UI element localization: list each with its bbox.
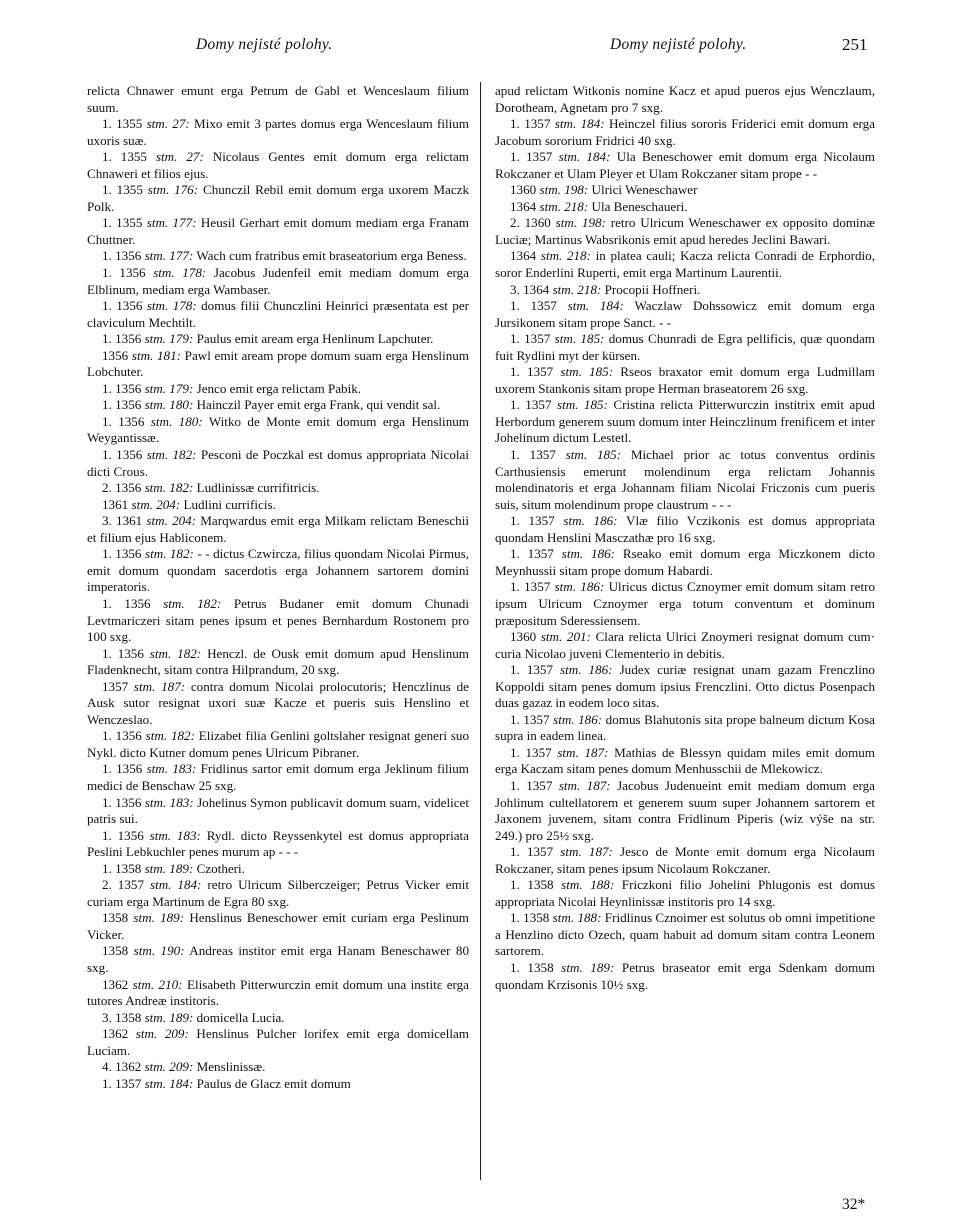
entry-reference: 1. 1357 stm. 187: [510,744,609,760]
entry-reference: 1. 1356 stm. 182: [102,728,195,744]
entry-paragraph [87,331,469,348]
entry-text: Ula Beneschaueri. [591,198,688,214]
entry-text: domus Blahutonis sita prope balneum dictum Kosa supra in eadem linea. [495,711,875,744]
entry-text: Paulus de Glacz emit domum [196,1075,351,1091]
entry-text: - - dictus Czwircza, filius quondam Nicolai Pirmus, emit domum quondam sacerdotis erga Johannem sartorem domini imperatoris. [87,546,470,595]
entry-text: Henslinus Beneschower emit curiam erga Peslinum Vicker. [87,910,469,942]
entry-paragraph [495,960,875,993]
entry-paragraph [495,629,875,662]
entry-paragraph [87,149,469,182]
entry-reference: 1360 stm. 198: [510,182,589,198]
entry-paragraph [495,844,875,877]
entry-text: Hainczil Payer emit erga Frank, qui vendit sal. [196,397,441,413]
running-header-right: Domy nejisté polohy. [610,36,747,53]
entry-reference: 1. 1356 stm. 183: [102,827,201,843]
entry-paragraph [495,83,875,116]
entry-paragraph [87,182,469,215]
entry-text: Chunczil Rebil emit domum erga uxorem Maczk Polk. [87,182,470,214]
entry-text: Henczl. de Ousk emit domum apud Henslinum Fladenknecht, sitam contra Hilprandum, 20 sxg. [87,645,469,678]
entry-text: Jacobus Judenueint emit mediam domum erga Johlinum cultellatorem et generem suum super Johannem sartorem et Jaxonem juvenem, sitam contra Fridlinum Piperis (wiz výše na str. 249.) pro 25½ sxg. [495,777,875,843]
entry-paragraph [87,596,469,646]
entry-paragraph [495,778,875,844]
entry-reference: 1357 stm. 187: [102,678,186,694]
entry-text: Czotheri. [196,860,245,876]
entry-text: Andreas institor emit erga Hanam Beneschawer 80 sxg. [87,943,469,975]
entry-paragraph [495,116,875,149]
entry-reference: 1356 stm. 181: [102,347,181,363]
entry-reference: 1. 1355 stm. 176: [102,182,199,198]
entry-paragraph [87,248,469,265]
entry-paragraph [495,546,875,579]
entry-text: Mathias de Blessyn quidam miles emit domum erga Kaczam sitam penes domum Menhusschii de Mlekowicz. [495,744,875,777]
entry-reference: 1. 1357 stm. 186: [510,662,613,678]
entry-text: Judex curiæ resignat unam gazam Frenczlino Koppoldi sitam penes domum ipsius Frenczlini. Otto dictus Posenpach duas gazaz in eodem loco sitas. [495,662,875,711]
entry-reference: 1. 1356 stm. 182: [102,546,194,562]
entry-paragraph [495,282,875,299]
entry-reference: 1. 1357 stm. 184: [510,149,611,165]
entry-text: Rseos braxator emit domum erga Ludmillam uxorem Stankonis sitam prope Herman braseatorem 26 sxg. [495,364,875,396]
entry-paragraph [87,977,469,1010]
entry-paragraph [495,877,875,910]
entry-paragraph [87,861,469,878]
entry-text: Vlæ filio Vczikonis est domus appropriata quondam Henslini Masczathæ pro 16 sxg. [495,513,875,545]
entry-text: Procopii Hoffneri. [604,281,701,297]
entry-paragraph [87,397,469,414]
entry-text: domus Chunradi de Egra pellificis, quæ quondam fuit Rydlini myt der kürsen. [495,331,875,363]
entry-text: Johelinus Symon publicavit domum suam, videlicet patris sui. [87,794,469,827]
entry-paragraph [495,712,875,745]
entry-paragraph [87,795,469,828]
entry-paragraph [87,298,469,331]
entry-text: Heinczel filius sororis Friderici emit domum erga Jacobum sororium Fridrici 40 sxg. [495,116,875,148]
entry-paragraph [87,414,469,447]
entry-paragraph [87,646,469,679]
entry-text: Petrus braseator emit erga Sdenkam domum quondam Krzisonis 10½ sxg. [495,959,875,992]
entry-reference: 2. 1360 stm. 198: [510,215,606,231]
entry-text: Mixo emit 3 partes domus erga Wenceslaum filium uxoris suæ. [87,116,469,148]
entry-text: Fridlinus sartor emit domum erga Jeklinum filium medici de Benschaw 25 sxg. [87,761,469,793]
entry-reference: 1. 1356 stm. 179: [102,380,194,396]
entry-text: Pawl emit aream prope domum suam erga Henslinum Lobchuter. [87,347,469,380]
entry-paragraph [495,215,875,248]
entry-reference: 1364 stm. 218: [510,248,591,264]
entry-text: Witko de Monte emit domum erga Henslinum Weygantissæ. [87,413,469,446]
entry-text: Michael prior ac totus conventus ordinis Carthusiensis emerunt molendinum erga relictam Johannis molendinatoris et erga Johannam filiam Nicolai Friczonis cum pueris suis, situm molendinum prope claustrum - - - [495,447,875,512]
entry-reference: 1362 stm. 209: [102,1026,189,1042]
entry-reference: 1. 1357 stm. 184: [510,298,624,314]
entry-reference: 1. 1357 stm. 186: [510,513,618,529]
entry-reference: 1. 1357 stm. 186: [510,711,603,727]
entry-text: Nicolaus Gentes emit domum erga relictam Chnaweri et filios ejus. [87,149,469,181]
entry-paragraph [87,1059,469,1076]
entry-paragraph [495,364,875,397]
entry-paragraph [495,331,875,364]
left-text-column [87,83,469,1092]
entry-reference: 1358 stm. 190: [102,943,185,959]
entry-paragraph [495,662,875,712]
entry-reference: 1. 1356 stm. 178: [102,265,207,281]
entry-reference: 1. 1358 stm. 188: [510,877,615,893]
entry-paragraph [495,910,875,960]
entry-reference: 1. 1356 stm. 178: [102,298,197,314]
entry-reference: 1. 1357 stm. 184: [102,1075,194,1091]
entry-paragraph [87,83,469,116]
right-text-column [495,83,875,993]
entry-text: Paulus emit aream erga Henlinum Lapchuter. [196,331,434,347]
entry-paragraph [495,182,875,199]
entry-reference: 1. 1356 stm. 180: [102,397,194,413]
entry-text: domicella Lucia. [196,1009,285,1025]
entry-reference: 1. 1357 stm. 185: [510,331,605,347]
entry-paragraph [495,149,875,182]
entry-paragraph [87,381,469,398]
entry-paragraph [87,513,469,546]
entry-text: Ludlini currificis. [183,496,276,512]
entry-paragraph [87,1010,469,1027]
entry-paragraph [495,199,875,216]
entry-reference: 1. 1356 stm. 182: [102,595,222,611]
entry-reference: 1. 1357 stm. 186: [510,579,605,595]
entry-reference: 1364 stm. 218: [510,198,589,214]
entry-paragraph [87,447,469,480]
entry-text: relicta Chnawer emunt erga Petrum de Gabl et Wenceslaum filium suum. [87,83,469,115]
entry-reference: 1. 1356 stm. 183: [102,794,194,810]
entry-paragraph [87,265,469,298]
entry-text: retro Ulricum Silberczeiger; Petrus Vicker emit curiam erga Martinum de Egra 80 sxg. [87,877,469,909]
entry-reference: 1. 1358 stm. 189: [510,959,615,975]
entry-reference: 1. 1358 stm. 188: [510,910,602,926]
entry-paragraph [87,828,469,861]
entry-text: Fridlinus Cznoimer est solutus ob omni impetitione a Henzlino dicto Ozech, quam habuit ad domum sitam contra Leonem sartorem. [495,910,875,959]
entry-reference: 1. 1357 stm. 187: [510,844,613,860]
entry-paragraph [87,1076,469,1093]
entry-text: Pesconi de Poczkal est domus appropriata Nicolai dicti Crous. [87,447,469,479]
entry-text: Ludlinissæ currifitricis. [196,480,320,496]
entry-text: retro Ulricum Weneschawer ex opposito dominæ Luciæ; Martinus Wabsrikonis emit apud heredes Jeclini Bawari. [495,215,875,247]
entry-reference: 1358 stm. 189: [102,910,185,926]
entry-reference: 1. 1357 stm. 185: [510,364,614,380]
entry-paragraph [87,215,469,248]
entry-reference: 3. 1361 stm. 204: [102,513,197,529]
entry-text: Waczlaw Dohssowicz emit domum erga Jursikonem sitam prope Sanct. - - [495,298,875,330]
entry-paragraph [87,497,469,514]
column-divider [480,82,481,1180]
entry-reference: 1. 1356 stm. 182: [102,645,202,661]
entry-paragraph [495,745,875,778]
entry-reference: 1. 1356 stm. 180: [102,413,203,429]
entry-text: Henslinus Pulcher lorifex emit erga domicellam Luciam. [87,1026,469,1058]
entry-text: Friczkoni filio Johelini Phlugonis est domus appropriata Nicolai Heynlinissæ institoris pro 14 sxg. [495,877,875,909]
entry-text: in platea cauli; Kacza relicta Conradi de Erphordio, soror Enderlini Ruperti, emit erga Martinum Laurentii. [495,248,875,281]
entry-reference: 2. 1357 stm. 184: [102,877,202,893]
entry-reference: 4. 1362 stm. 209: [102,1059,194,1075]
entry-paragraph [495,248,875,281]
entry-paragraph [495,397,875,447]
entry-paragraph [87,728,469,761]
entry-text: Rseako emit domum erga Miczkonem dicto Meynhussii sitam prope domum Habardi. [495,546,875,578]
entry-reference: 2. 1356 stm. 182: [102,480,194,496]
entry-paragraph [87,943,469,976]
entry-reference: 1. 1357 stm. 185: [510,447,622,463]
entry-text: Jesco de Monte emit domum erga Nicolaum Rokczaner, sitam penes ipsum Nicolaum Rokczaner. [495,844,875,876]
entry-text: Menslinissæ. [196,1059,266,1075]
entry-text: Elisabeth Pitterwurczin emit domum una institε erga tutores Andreæ institoris. [87,976,469,1009]
entry-reference: 1360 stm. 201: [510,629,591,645]
entry-text: contra domum Nicolai prolocutoris; Henczlinus de Ausk sutor resignat uxori suæ Kacze et pueris suis Henslino et Wenczeslao. [87,678,469,727]
entry-text: apud relictam Witkonis nomine Kacz et apud pueros ejus Wenczlaum, Dorotheam, Agnetam pro 7 sxg. [495,83,875,115]
entry-paragraph [87,877,469,910]
entry-paragraph [495,579,875,629]
entry-reference: 1. 1356 stm. 177: [102,248,194,264]
entry-paragraph [87,116,469,149]
entry-reference: 3. 1358 stm. 189: [102,1009,194,1025]
entry-text: Jenco emit erga relictam Pabik. [196,380,362,396]
entry-paragraph [87,546,469,596]
entry-paragraph [87,761,469,794]
running-header-left: Domy nejisté polohy. [196,36,333,53]
entry-paragraph [87,679,469,729]
entry-text: Cristina relicta Pitterwurczin institrix emit apud Herbordum generem suum domum inter Heinczlinum frenificem et inter Johelinum dictum Lestetl. [495,397,875,446]
entry-text: Clara relicta Ulrici Znoymeri resignat domum cum· curia Nicolao juveni Clementerio in debitis. [495,629,875,661]
entry-text: Elizabet filia Genlini goltslaher resignat generi suo Nykl. dicto Kutner domum penes Ulricum Pibraner. [87,728,469,760]
entry-text: domus filii Chunczlini Heinrici præsentata est per claviculum Mechtilt. [87,298,469,330]
entry-text: Ula Beneschower emit domum erga Nicolaum Rokczaner et Ulam Pleyer et Ulam Rokczaner sitam prope - - [495,149,875,181]
entry-text: Ulricus dictus Cznoymer emit domum sitam retro ipsum Ulricum Cznoymer erga totum conventum et dominum præpositum Sderessiensem. [495,579,875,628]
entry-paragraph [87,480,469,497]
entry-reference: 1. 1356 stm. 182: [102,447,197,463]
entry-reference: 1. 1357 stm. 187: [510,777,611,793]
entry-text: Wach cum fratribus emit braseatorium erga Beness. [196,248,467,264]
entry-text: Petrus Budaner emit domum Chunadi Levtmariczeri sitam penes ipsum et penes Bernhardum Rostonem pro 100 sxg. [87,595,469,645]
entry-paragraph [495,298,875,331]
entry-paragraph [87,1026,469,1059]
entry-reference: 1. 1357 stm. 186: [510,546,616,562]
entry-paragraph [87,910,469,943]
entry-paragraph [87,348,469,381]
entry-reference: 1. 1355 stm. 27: [102,116,190,132]
entry-reference: 1. 1357 stm. 185: [510,397,608,413]
entry-text: Jacobus Judenfeil emit mediam domum erga Elblinum, mediam erga Wambaser. [87,265,469,297]
entry-reference: 3. 1364 stm. 218: [510,281,602,297]
entry-text: Rydl. dicto Reyssenkytel est domus appropriata Peslini Lebkuchler penes murum ap - - - [87,827,469,860]
entry-paragraph [495,513,875,546]
entry-reference: 1. 1357 stm. 184: [510,116,605,132]
entry-text: Ulrici Weneschawer [591,182,698,198]
entry-reference: 1. 1356 stm. 183: [102,761,197,777]
entry-text: Heusil Gerhart emit domum mediam erga Franam Chuttner. [87,215,469,247]
entry-reference: 1. 1358 stm. 189: [102,860,194,876]
entry-reference: 1. 1356 stm. 179: [102,331,194,347]
signature-mark: 32* [842,1196,866,1213]
entry-reference: 1362 stm. 210: [102,976,183,992]
entry-reference: 1361 stm. 204: [102,496,181,512]
page-number: 251 [842,35,868,54]
entry-reference: 1. 1355 stm. 27: [102,149,204,165]
entry-reference: 1. 1355 stm. 177: [102,215,197,231]
entry-text: Marqwardus emit erga Milkam relictam Beneschii et filium ejus Habliconem. [87,513,469,545]
entry-paragraph [495,447,875,513]
